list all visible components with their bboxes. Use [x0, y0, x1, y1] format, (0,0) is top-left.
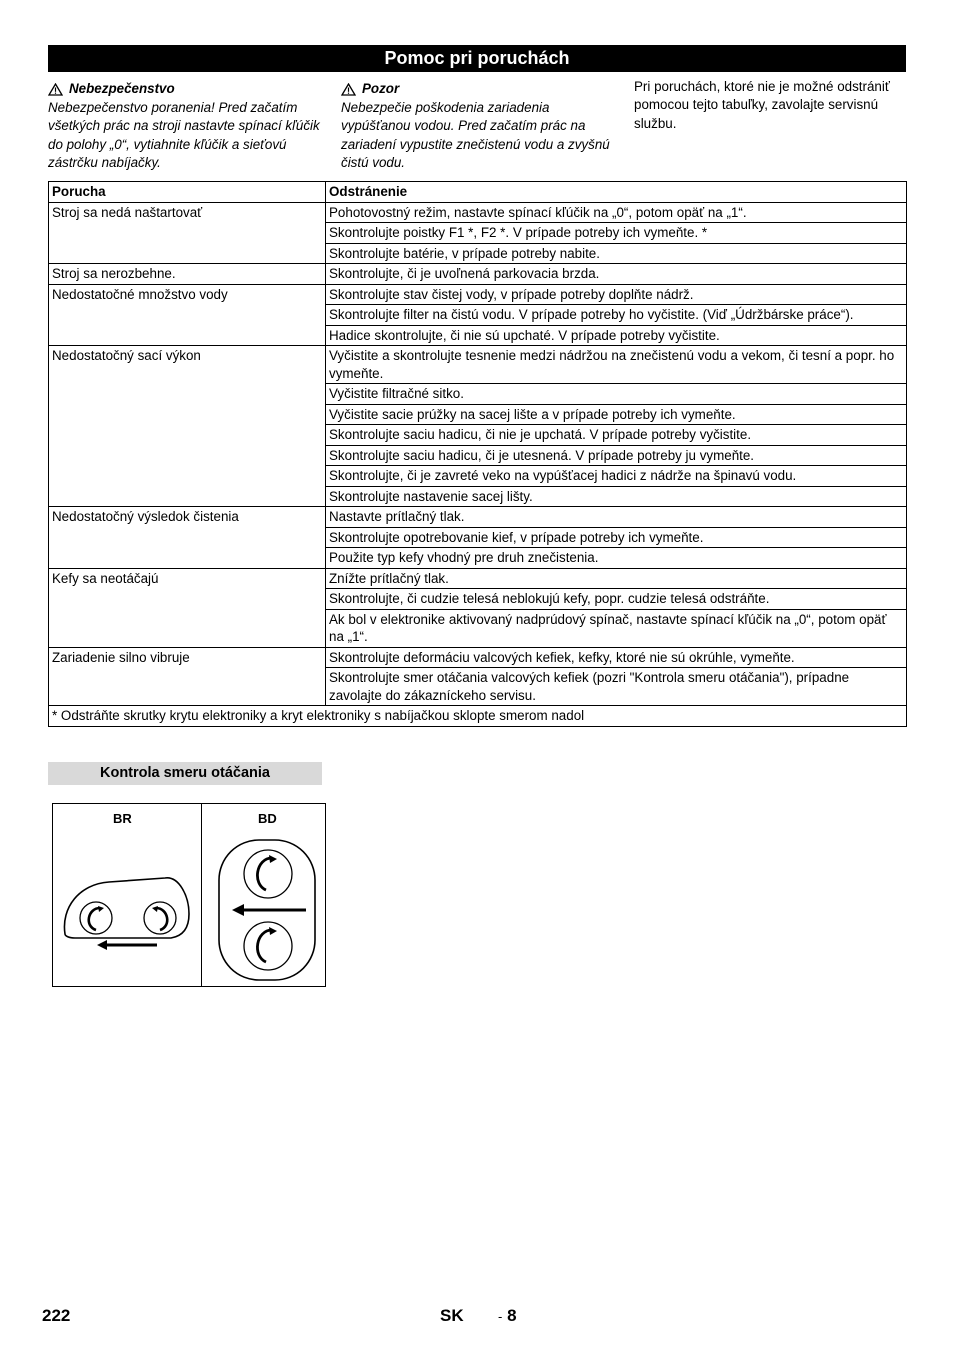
remedy-cell: Použite typ kefy vhodný pre druh znečistenia.: [326, 548, 907, 569]
remedy-cell: Vyčistite filtračné sitko.: [326, 384, 907, 405]
table-row: [49, 284, 907, 305]
table-row: [49, 346, 907, 384]
page-title: Pomoc pri poruchách: [48, 45, 906, 72]
remedy-cell: Nastavte prítlačný tlak.: [326, 507, 907, 528]
header-fault: Porucha: [49, 182, 326, 203]
remedy-cell: Vyčistite a skontrolujte tesnenie medzi nádržou na znečistenú vodu a vekom, či tesní a popr. ho vymeňte.: [326, 346, 907, 384]
fault-cell: Nedostatočné množstvo vody: [49, 284, 326, 346]
table-row: [49, 507, 907, 528]
warning-triangle-icon: [48, 83, 63, 96]
fault-cell: Nedostatočný sací výkon: [49, 346, 326, 507]
caution-heading: Pozor: [341, 80, 616, 99]
remedy-cell: Hadice skontrolujte, či nie sú upchaté. V prípade potreby vyčistite.: [326, 325, 907, 346]
table-row: [49, 202, 907, 223]
br-brush-direction-icon: [53, 804, 201, 986]
remedy-cell: Skontrolujte smer otáčania valcových kefiek (pozri "Kontrola smeru otáčania"), prípadne zavolajte do zákazníckeho servisu.: [326, 668, 907, 706]
table-footnote: * Odstráňte skrutky krytu elektroniky a kryt elektroniky s nabíjačkou sklopte smerom nadol: [49, 706, 907, 727]
table-row: [49, 568, 907, 589]
remedy-cell: Ak bol v elektronike aktivovaný nadprúdový spínač, nastavte spínací kľúčik na „0“, potom opäť na „1“.: [326, 609, 907, 647]
fault-cell: Zariadenie silno vibruje: [49, 647, 326, 706]
remedy-cell: Vyčistite sacie prúžky na sacej lište a v prípade potreby ich vymeňte.: [326, 404, 907, 425]
remedy-cell: Skontrolujte, či je zavreté veko na vypúšťacej hadici z nádrže na špinavú vodu.: [326, 466, 907, 487]
table-row: [49, 647, 907, 668]
table-row: [49, 264, 907, 285]
fault-cell: Stroj sa nedá naštartovať: [49, 202, 326, 264]
danger-heading: Nebezpečenstvo: [48, 80, 326, 99]
fault-cell: Kefy sa neotáčajú: [49, 568, 326, 647]
diagram-label-br: BR: [113, 811, 132, 826]
page-number: 222: [42, 1306, 71, 1325]
remedy-cell: Skontrolujte saciu hadicu, či je utesnená. V prípade potreby ju vymeňte.: [326, 445, 907, 466]
remedy-cell: Skontrolujte batérie, v prípade potreby nabite.: [326, 243, 907, 264]
remedy-cell: Skontrolujte poistky F1 *, F2 *. V prípade potreby ich vymeňte. *: [326, 223, 907, 244]
remedy-cell: Skontrolujte filter na čistú vodu. V prípade potreby ho vyčistite. (Viď „Údržbárske práce“).: [326, 305, 907, 326]
diagram-label-bd: BD: [258, 811, 277, 826]
rotation-diagram: [52, 803, 326, 987]
fault-cell: Stroj sa nerozbehne.: [49, 264, 326, 285]
troubleshooting-table: [48, 181, 907, 727]
bd-brush-direction-icon: [202, 804, 325, 986]
remedy-cell: Skontrolujte opotrebovanie kief, v prípade potreby ich vymeňte.: [326, 527, 907, 548]
remedy-cell: Skontrolujte nastavenie sacej lišty.: [326, 486, 907, 507]
danger-notice: [48, 78, 326, 173]
remedy-cell: Skontrolujte stav čistej vody, v prípade potreby doplňte nádrž.: [326, 284, 907, 305]
fault-cell: Nedostatočný výsledok čistenia: [49, 507, 326, 569]
language-code: SK: [440, 1306, 464, 1325]
header-remedy: Odstránenie: [326, 182, 907, 203]
remedy-cell: Skontrolujte deformáciu valcových kefiek, kefky, ktoré nie sú okrúhle, vymeňte.: [326, 647, 907, 668]
remedy-cell: Pohotovostný režim, nastavte spínací kľúčik na „0“, potom opäť na „1“.: [326, 202, 907, 223]
remedy-cell: Skontrolujte saciu hadicu, či nie je upchatá. V prípade potreby vyčistite.: [326, 425, 907, 446]
danger-text: Nebezpečenstvo poranenia! Pred začatím všetkých prác na stroji nastavte spínací kľúčik do polohy „0“, vytiahnite kľúčik a sieťovú zástrčku nabíjačky.: [48, 99, 320, 170]
caution-text: Nebezpečie poškodenia zariadenia vypúšťanou vodou. Pred začatím prác na zariadení vypustite znečistenú vodu a zvyšnú čistú vodu.: [341, 99, 610, 170]
warning-triangle-icon: [341, 83, 356, 96]
caution-notice: [341, 78, 616, 173]
intro-text: Pri poruchách, ktoré nie je možné odstrániť pomocou tejto tabuľky, zavolajte servisnú službu.: [634, 79, 890, 131]
remedy-cell: Znížte prítlačný tlak.: [326, 568, 907, 589]
section-number: - 8: [498, 1306, 517, 1325]
remedy-cell: Skontrolujte, či cudzie telesá neblokujú kefy, popr. cudzie telesá odstráňte.: [326, 589, 907, 610]
rotation-check-heading: Kontrola smeru otáčania: [48, 762, 322, 785]
remedy-cell: Skontrolujte, či je uvoľnená parkovacia brzda.: [326, 264, 907, 285]
